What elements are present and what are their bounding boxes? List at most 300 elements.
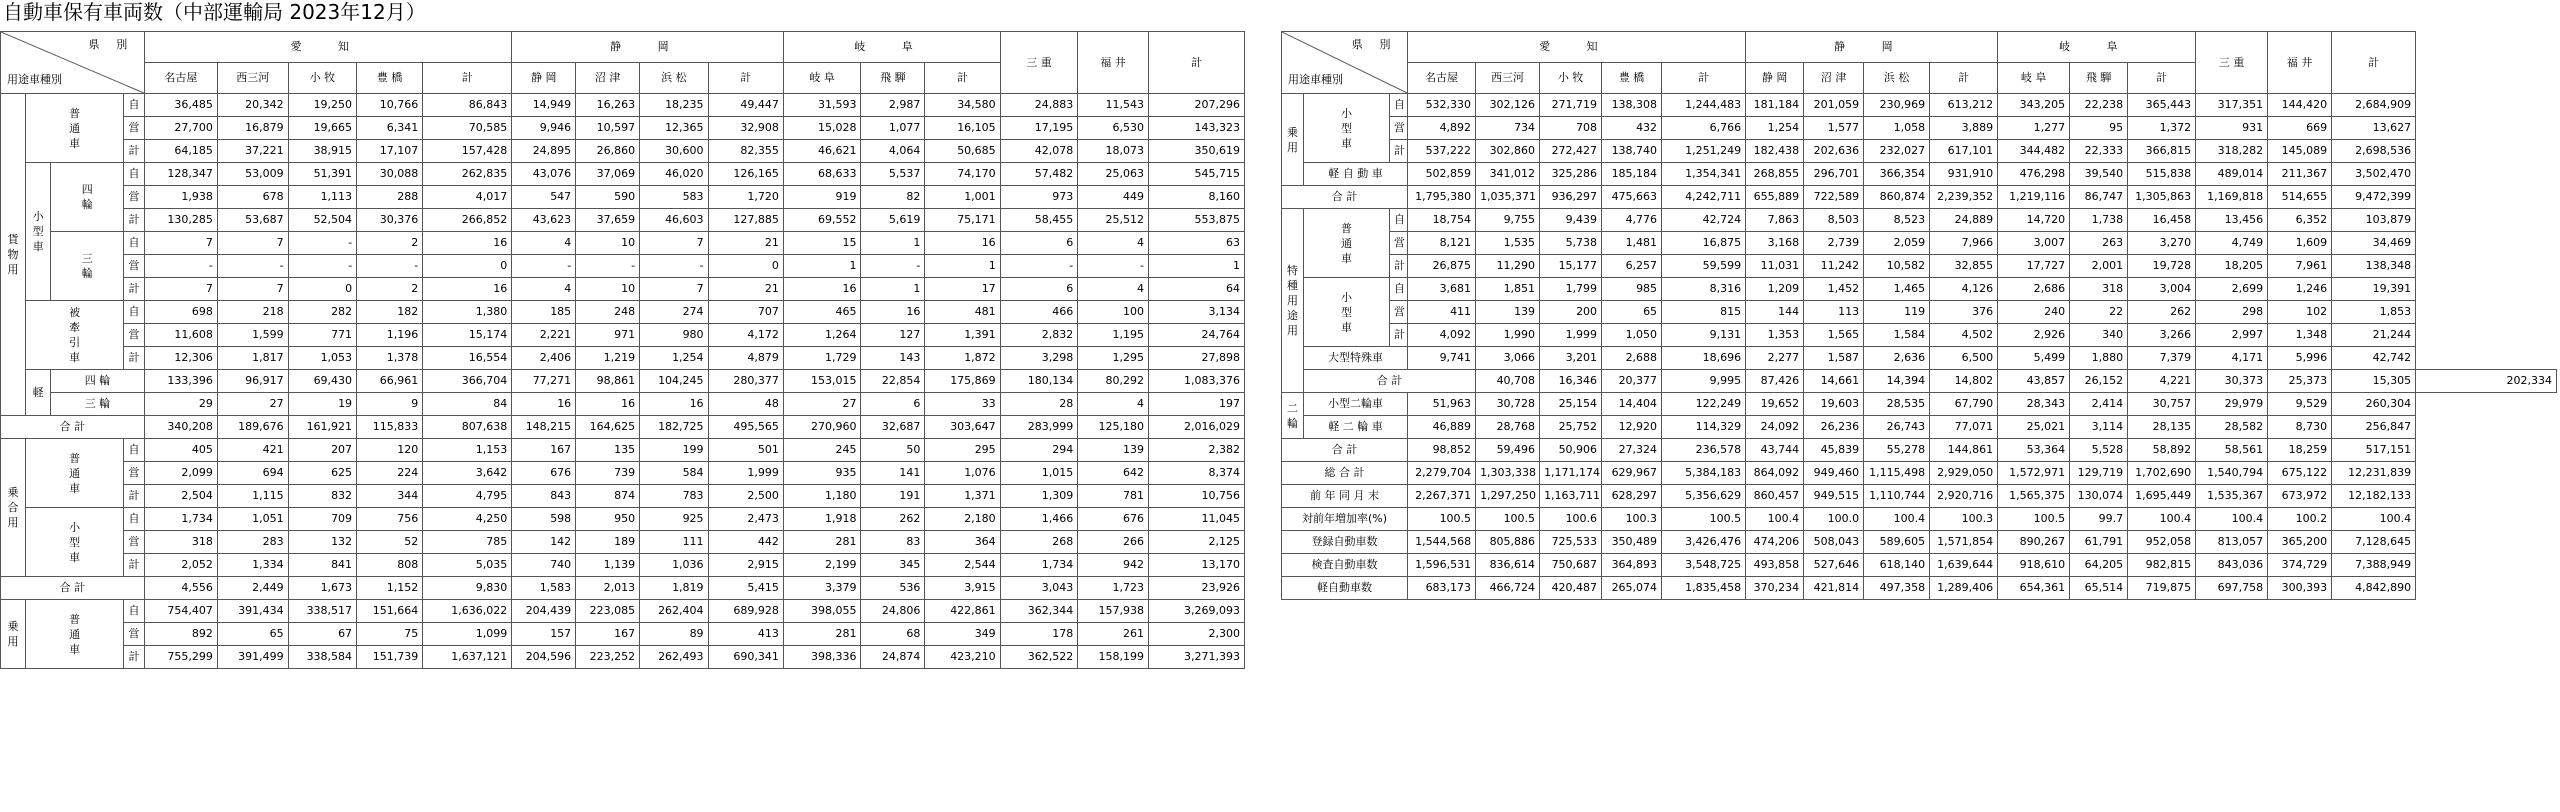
value-cell: 102 <box>2268 301 2332 324</box>
value-cell: - <box>640 255 708 278</box>
value-cell: 58,561 <box>2196 439 2268 462</box>
value-cell: 283,999 <box>1000 416 1078 439</box>
value-cell: 26,860 <box>576 140 640 163</box>
right-table <box>1281 31 2557 600</box>
value-cell: 24,874 <box>861 646 925 669</box>
value-cell: 46,020 <box>640 163 708 186</box>
value-cell: 24,883 <box>1000 94 1078 117</box>
value-cell: 100.3 <box>1930 508 1998 531</box>
value-cell: 2,016,029 <box>1149 416 1245 439</box>
value-cell: - <box>512 255 576 278</box>
value-cell: 1,609 <box>2268 232 2332 255</box>
value-cell: 4,892 <box>1408 117 1476 140</box>
value-cell: 30,757 <box>2128 393 2196 416</box>
city-header: 名古屋 <box>144 63 217 94</box>
value-cell: 3,379 <box>783 577 861 600</box>
value-cell: 86,747 <box>2070 186 2128 209</box>
value-cell: 3,266 <box>2128 324 2196 347</box>
value-cell: 28,582 <box>2196 416 2268 439</box>
value-cell: 64,205 <box>2070 554 2128 577</box>
value-cell: 24,889 <box>1930 209 1998 232</box>
value-cell: 4 <box>1078 393 1149 416</box>
table-row <box>1282 577 2557 600</box>
table-row <box>1282 485 2557 508</box>
value-cell: 63 <box>1149 232 1245 255</box>
label-joyo: 乗 用 <box>1282 94 1304 186</box>
value-cell: 2,001 <box>2070 255 2128 278</box>
value-cell: 860,457 <box>1746 485 1804 508</box>
value-cell: 100.5 <box>1476 508 1540 531</box>
value-cell: 199 <box>640 439 708 462</box>
page-title: 自動車保有車両数（中部運輸局 2023年12月） <box>3 0 426 24</box>
value-cell: 65,514 <box>2070 577 2128 600</box>
value-cell: 508,043 <box>1804 531 1864 554</box>
value-cell: 142 <box>512 531 576 554</box>
value-cell: - <box>357 255 423 278</box>
value-cell: 158,199 <box>1078 646 1149 669</box>
value-cell: 2,929,050 <box>1930 462 1998 485</box>
value-cell: 815 <box>1662 301 1746 324</box>
value-cell: 4,242,711 <box>1662 186 1746 209</box>
value-cell: 16,554 <box>423 347 512 370</box>
value-cell: 26,152 <box>2070 370 2128 393</box>
value-cell: 58,455 <box>1000 209 1078 232</box>
row-kind: 計 <box>1390 324 1408 347</box>
value-cell: 4,171 <box>2196 347 2268 370</box>
value-cell: 8,160 <box>1149 186 1245 209</box>
value-cell: 157,428 <box>423 140 512 163</box>
value-cell: 4,556 <box>144 577 217 600</box>
value-cell: 16,346 <box>1540 370 1602 393</box>
value-cell: 364,893 <box>1602 554 1662 577</box>
value-cell: 3,168 <box>1746 232 1804 255</box>
value-cell: 1,180 <box>783 485 861 508</box>
value-cell: 42,724 <box>1662 209 1746 232</box>
value-cell: 1,540,794 <box>2196 462 2268 485</box>
value-cell: 2 <box>357 232 423 255</box>
value-cell: 161,921 <box>288 416 356 439</box>
value-cell: 1,637,121 <box>423 646 512 669</box>
value-cell: 527,646 <box>1804 554 1864 577</box>
value-cell: 7 <box>640 278 708 301</box>
value-cell: 100 <box>1078 301 1149 324</box>
value-cell: 9,439 <box>1540 209 1602 232</box>
value-cell: 1,113 <box>288 186 356 209</box>
value-cell: 836,614 <box>1476 554 1540 577</box>
value-cell: 1,938 <box>144 186 217 209</box>
label-ogata-tokushu: 大型特殊車 <box>1304 347 1408 370</box>
value-cell: 1,380 <box>423 301 512 324</box>
value-cell: 18,754 <box>1408 209 1476 232</box>
value-cell: 673,972 <box>2268 485 2332 508</box>
value-cell: 1,289,406 <box>1930 577 1998 600</box>
value-cell: 1,853 <box>2332 301 2416 324</box>
value-cell: 6,530 <box>1078 117 1149 140</box>
value-cell: 1,639,644 <box>1930 554 1998 577</box>
value-cell: 51,963 <box>1408 393 1476 416</box>
value-cell: 6,341 <box>357 117 423 140</box>
table-row <box>1 140 1245 163</box>
city-header: 計 <box>1930 63 1998 94</box>
value-cell: 493,858 <box>1746 554 1804 577</box>
value-cell: 8,121 <box>1408 232 1476 255</box>
value-cell: 1,880 <box>2070 347 2128 370</box>
value-cell: 3,134 <box>1149 301 1245 324</box>
value-cell: 232,027 <box>1864 140 1930 163</box>
value-cell: 271,719 <box>1540 94 1602 117</box>
value-cell: 3,269,093 <box>1149 600 1245 623</box>
value-cell: 553,875 <box>1149 209 1245 232</box>
value-cell: 2,221 <box>512 324 576 347</box>
table-row <box>1 646 1245 669</box>
value-cell: 189 <box>576 531 640 554</box>
value-cell: 265,074 <box>1602 577 1662 600</box>
value-cell: 28,135 <box>2128 416 2196 439</box>
value-cell: 262,835 <box>423 163 512 186</box>
value-cell: 218 <box>217 301 288 324</box>
value-cell: 26,236 <box>1804 416 1864 439</box>
value-cell: 7 <box>144 232 217 255</box>
city-header: 小 牧 <box>1540 63 1602 94</box>
value-cell: 75,171 <box>925 209 1000 232</box>
value-cell: 349 <box>925 623 1000 646</box>
label-gokei: 合 計 <box>1304 370 1476 393</box>
value-cell: 22,238 <box>2070 94 2128 117</box>
value-cell: 583 <box>640 186 708 209</box>
value-cell: 5,528 <box>2070 439 2128 462</box>
value-cell: 1,334 <box>217 554 288 577</box>
value-cell: 374,729 <box>2268 554 2332 577</box>
value-cell: 421 <box>217 439 288 462</box>
value-cell: 1,695,449 <box>2128 485 2196 508</box>
value-cell: 1,244,483 <box>1662 94 1746 117</box>
value-cell: 874 <box>576 485 640 508</box>
value-cell: 2,926 <box>1998 324 2070 347</box>
value-cell: 8,503 <box>1804 209 1864 232</box>
value-cell: 7 <box>217 278 288 301</box>
label-gokei: 合 計 <box>1 416 145 439</box>
value-cell: 64 <box>1149 278 1245 301</box>
value-cell: 1,171,174 <box>1540 462 1602 485</box>
row-kind: 自 <box>1390 94 1408 117</box>
table-row <box>1 278 1245 301</box>
value-cell: 268 <box>1000 531 1078 554</box>
table-row <box>1282 508 2557 531</box>
value-cell: 366,354 <box>1864 163 1930 186</box>
value-cell: 808 <box>357 554 423 577</box>
value-cell: 2,504 <box>144 485 217 508</box>
value-cell: - <box>288 232 356 255</box>
value-cell: 515,838 <box>2128 163 2196 186</box>
value-cell: 3,681 <box>1408 278 1476 301</box>
value-cell: 139 <box>1476 301 1540 324</box>
value-cell: 2,739 <box>1804 232 1864 255</box>
label-gokei: 合 計 <box>1282 439 1408 462</box>
value-cell: 1,720 <box>708 186 783 209</box>
value-cell: 4 <box>512 232 576 255</box>
value-cell: 2,059 <box>1864 232 1930 255</box>
value-cell: 6 <box>1000 232 1078 255</box>
value-cell: 613,212 <box>1930 94 1998 117</box>
label-kei-yonrin: 四 輪 <box>51 370 145 393</box>
value-cell: 29 <box>144 393 217 416</box>
value-cell: 100.5 <box>1408 508 1476 531</box>
value-cell: 17,195 <box>1000 117 1078 140</box>
row-kind: 営 <box>124 531 145 554</box>
table-row <box>1 577 1245 600</box>
table-row <box>1282 531 2557 554</box>
value-cell: 936,297 <box>1540 186 1602 209</box>
value-cell: 114,329 <box>1662 416 1746 439</box>
value-cell: 53,364 <box>1998 439 2070 462</box>
value-cell: 1,918 <box>783 508 861 531</box>
value-cell: 890,267 <box>1998 531 2070 554</box>
value-cell: 708 <box>1540 117 1602 140</box>
value-cell: 98,852 <box>1408 439 1476 462</box>
value-cell: 694 <box>217 462 288 485</box>
value-cell: 2,473 <box>708 508 783 531</box>
value-cell: 18,259 <box>2268 439 2332 462</box>
table-row <box>1 186 1245 209</box>
value-cell: 2,997 <box>2196 324 2268 347</box>
value-cell: 55,278 <box>1864 439 1930 462</box>
value-cell: 919 <box>783 186 861 209</box>
value-cell: 26,743 <box>1864 416 1930 439</box>
label-nirin: 二 輪 <box>1282 393 1304 439</box>
value-cell: 366,704 <box>423 370 512 393</box>
value-cell: - <box>144 255 217 278</box>
value-cell: 201,059 <box>1804 94 1864 117</box>
value-cell: 30,373 <box>2196 370 2268 393</box>
value-cell: 4,842,890 <box>2332 577 2416 600</box>
value-cell: 338,584 <box>288 646 356 669</box>
table-row <box>1282 232 2557 255</box>
value-cell: 167 <box>576 623 640 646</box>
value-cell: 25,154 <box>1540 393 1602 416</box>
value-cell: 892 <box>144 623 217 646</box>
value-cell: 2,277 <box>1746 347 1804 370</box>
value-cell: 942 <box>1078 554 1149 577</box>
value-cell: 9,830 <box>423 577 512 600</box>
table-row <box>1 301 1245 324</box>
value-cell: 30,376 <box>357 209 423 232</box>
value-cell: 100.4 <box>2332 508 2416 531</box>
value-cell: 465 <box>783 301 861 324</box>
label-sanrin: 三 輪 <box>51 232 124 301</box>
value-cell: 281 <box>783 531 861 554</box>
value-cell: 15,305 <box>2332 370 2416 393</box>
value-cell: 294 <box>1000 439 1078 462</box>
value-cell: 1,152 <box>357 577 423 600</box>
value-cell: 52 <box>357 531 423 554</box>
row-kind: 自 <box>124 439 145 462</box>
table-row <box>1282 140 2557 163</box>
value-cell: 1,571,854 <box>1930 531 1998 554</box>
value-cell: 1,872 <box>925 347 1000 370</box>
value-cell: 4,776 <box>1602 209 1662 232</box>
value-cell: 1 <box>861 232 925 255</box>
value-cell: 5,384,183 <box>1662 462 1746 485</box>
value-cell: 20,377 <box>1602 370 1662 393</box>
city-header: 計 <box>423 63 512 94</box>
value-cell: 3,270 <box>2128 232 2196 255</box>
value-cell: 2,125 <box>1149 531 1245 554</box>
city-header: 静 岡 <box>512 63 576 94</box>
value-cell: 628,297 <box>1602 485 1662 508</box>
value-cell: 618,140 <box>1864 554 1930 577</box>
value-cell: 1,378 <box>357 347 423 370</box>
value-cell: 52,504 <box>288 209 356 232</box>
value-cell: 545,715 <box>1149 163 1245 186</box>
value-cell: 7,128,645 <box>2332 531 2416 554</box>
label-gokei: 合 計 <box>1 577 145 600</box>
value-cell: 182,725 <box>640 416 708 439</box>
value-cell: 100.3 <box>1602 508 1662 531</box>
value-cell: 260,304 <box>2332 393 2416 416</box>
table-row <box>1 485 1245 508</box>
value-cell: 413 <box>708 623 783 646</box>
value-cell: 931,910 <box>1930 163 1998 186</box>
value-cell: 1 <box>783 255 861 278</box>
value-cell: 2,239,352 <box>1930 186 1998 209</box>
value-cell: 1,099 <box>423 623 512 646</box>
value-cell: 750,687 <box>1540 554 1602 577</box>
row-kind: 計 <box>1390 140 1408 163</box>
value-cell: 340,208 <box>144 416 217 439</box>
value-cell: 4 <box>1078 278 1149 301</box>
value-cell: 398,336 <box>783 646 861 669</box>
value-cell: 642 <box>1078 462 1149 485</box>
value-cell: 263 <box>2070 232 2128 255</box>
value-cell: 1,565,375 <box>1998 485 2070 508</box>
value-cell: 18,235 <box>640 94 708 117</box>
value-cell: 2,987 <box>861 94 925 117</box>
value-cell: 536 <box>861 577 925 600</box>
value-cell: 340 <box>2070 324 2128 347</box>
value-cell: 1,139 <box>576 554 640 577</box>
value-cell: 756 <box>357 508 423 531</box>
value-cell: 10 <box>576 278 640 301</box>
value-cell: 1,195 <box>1078 324 1149 347</box>
value-cell: 423,210 <box>925 646 1000 669</box>
value-cell: 2,636 <box>1864 347 1930 370</box>
value-cell: 1,115 <box>217 485 288 508</box>
value-cell: 42,742 <box>2332 347 2416 370</box>
value-cell: 4,502 <box>1930 324 1998 347</box>
value-cell: 185,184 <box>1602 163 1662 186</box>
value-cell: 175,869 <box>925 370 1000 393</box>
city-header: 沼 津 <box>576 63 640 94</box>
value-cell: 27,700 <box>144 117 217 140</box>
header-kenbetsu: 県 別 <box>1351 38 1398 51</box>
value-cell: 4,092 <box>1408 324 1476 347</box>
value-cell: 1,734 <box>1000 554 1078 577</box>
value-cell: 100.4 <box>1864 508 1930 531</box>
value-cell: 1,295 <box>1078 347 1149 370</box>
value-cell: 2,920,716 <box>1930 485 1998 508</box>
value-cell: 8,523 <box>1864 209 1930 232</box>
value-cell: 133,396 <box>144 370 217 393</box>
value-cell: 7,379 <box>2128 347 2196 370</box>
value-cell: 151,664 <box>357 600 423 623</box>
value-cell: 296,701 <box>1804 163 1864 186</box>
value-cell: 785 <box>423 531 512 554</box>
city-header: 豊 橋 <box>1602 63 1662 94</box>
value-cell: 420,487 <box>1540 577 1602 600</box>
value-cell: 211,367 <box>2268 163 2332 186</box>
value-cell: 1,835,458 <box>1662 577 1746 600</box>
value-cell: 28,768 <box>1476 416 1540 439</box>
value-cell: 75 <box>357 623 423 646</box>
table-row <box>1282 163 2557 186</box>
value-cell: 391,434 <box>217 600 288 623</box>
label-tokushu: 特 種 用 途 用 <box>1282 209 1304 393</box>
table-row <box>1282 278 2557 301</box>
value-cell: 37,659 <box>576 209 640 232</box>
value-cell: 65 <box>217 623 288 646</box>
value-cell: 338,517 <box>288 600 356 623</box>
value-cell: 15,174 <box>423 324 512 347</box>
city-header: 計 <box>1662 63 1746 94</box>
value-cell: 17,107 <box>357 140 423 163</box>
value-cell: 126,165 <box>708 163 783 186</box>
value-cell: 224 <box>357 462 423 485</box>
value-cell: 925 <box>640 508 708 531</box>
value-cell: 302,860 <box>1476 140 1540 163</box>
row-kind: 計 <box>124 278 145 301</box>
value-cell: 1,799 <box>1540 278 1602 301</box>
value-cell: 19,728 <box>2128 255 2196 278</box>
row-kind: 計 <box>124 646 145 669</box>
value-cell: 115,833 <box>357 416 423 439</box>
value-cell: 391,499 <box>217 646 288 669</box>
value-cell: 280,377 <box>708 370 783 393</box>
value-cell: 1,702,690 <box>2128 462 2196 485</box>
value-cell: 2 <box>357 278 423 301</box>
header-mie: 三 重 <box>1000 32 1078 94</box>
value-cell: 1,015 <box>1000 462 1078 485</box>
value-cell: 532,330 <box>1408 94 1476 117</box>
value-cell: 57,482 <box>1000 163 1078 186</box>
value-cell: 248 <box>576 301 640 324</box>
table-row <box>1 462 1245 485</box>
value-cell: 754,407 <box>144 600 217 623</box>
value-cell: 43,076 <box>512 163 576 186</box>
value-cell: 16 <box>640 393 708 416</box>
value-cell: 120 <box>357 439 423 462</box>
value-cell: 18,073 <box>1078 140 1149 163</box>
table-row <box>1 209 1245 232</box>
table-row <box>1 508 1245 531</box>
value-cell: 96,917 <box>217 370 288 393</box>
value-cell: 49,447 <box>708 94 783 117</box>
value-cell: 19,665 <box>288 117 356 140</box>
value-cell: 1,035,371 <box>1476 186 1540 209</box>
value-cell: 3,889 <box>1930 117 1998 140</box>
header-aichi: 愛 知 <box>290 40 366 53</box>
value-cell: 84 <box>423 393 512 416</box>
value-cell: 25,373 <box>2268 370 2332 393</box>
value-cell: 6,352 <box>2268 209 2332 232</box>
value-cell: 298 <box>2196 301 2268 324</box>
value-cell: 33 <box>925 393 1000 416</box>
value-cell: 6,500 <box>1930 347 1998 370</box>
value-cell: 21 <box>708 278 783 301</box>
value-cell: 262,493 <box>640 646 708 669</box>
value-cell: 813,057 <box>2196 531 2268 554</box>
value-cell: 27 <box>217 393 288 416</box>
value-cell: 138,740 <box>1602 140 1662 163</box>
